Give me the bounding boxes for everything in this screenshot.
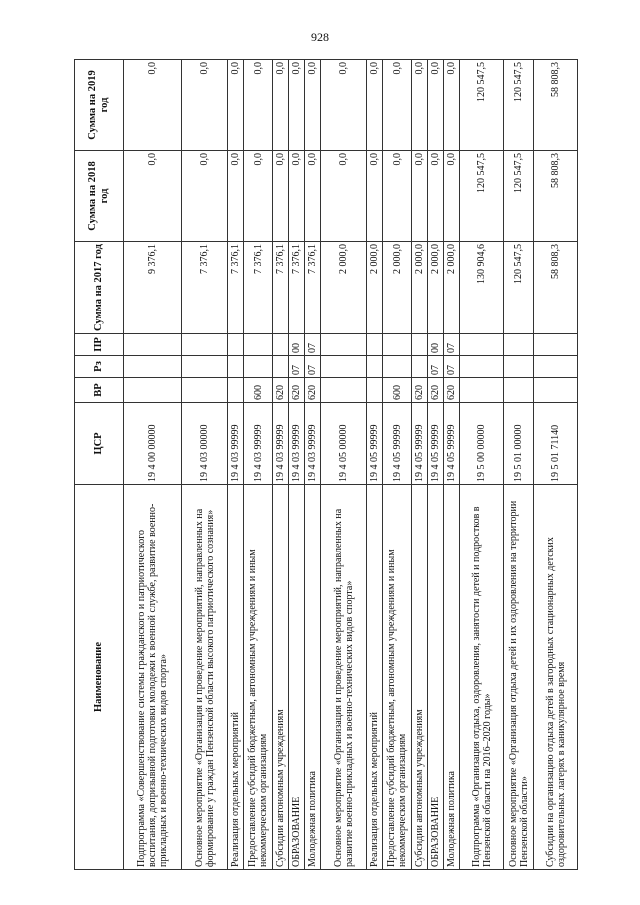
row-sum-2019-cell: 120 547,5 [460,60,504,151]
row-sum-2018-cell: 0,0 [273,151,289,242]
row-name-cell: Подпрограмма «Совершенствование системы гражданского и патриотического воспитания, допризывной подготовки молодежи к военной службе, развитие военно-прикладных и военно-технических видов спорта» [124,485,182,870]
page-number: 928 [311,30,329,44]
row-csr-cell: 19 4 05 99999 [412,403,428,485]
row-rz-cell [273,356,289,378]
header-name: Наименование [75,485,124,870]
row-name-cell: Субсидии автономным учреждениям [273,485,289,870]
row-sum-2019-cell: 0,0 [244,60,273,151]
row-sum-2018-cell: 120 547,5 [504,151,534,242]
row-vr-cell: 620 [305,378,321,403]
row-rz-cell [244,356,273,378]
row-csr-cell: 19 4 05 99999 [428,403,444,485]
row-name-cell: Основное мероприятие «Организация отдыха детей и их оздоровления на территории Пензенской области» [504,485,534,870]
row-pr-cell [182,334,228,356]
row-pr-cell [412,334,428,356]
row-vr-cell: 620 [428,378,444,403]
budget-table [74,59,578,870]
row-pr-cell: 00 [289,334,305,356]
row-csr-cell: 19 4 03 99999 [228,403,244,485]
row-csr-cell: 19 5 01 00000 [504,403,534,485]
rotated-table-wrapper [74,60,570,870]
row-vr-cell [367,378,383,403]
row-name-cell: Реализация отдельных мероприятий [228,485,244,870]
row-sum-2018-cell: 0,0 [244,151,273,242]
row-sum-2017-cell: 130 904,6 [460,242,504,334]
row-sum-2019-cell: 0,0 [412,60,428,151]
header-sum-2019: Сумма на 2019 год [75,60,124,151]
row-sum-2018-cell: 0,0 [321,151,367,242]
row-csr-cell: 19 4 03 00000 [182,403,228,485]
row-name-cell: Молодежная политика [444,485,460,870]
row-rz-cell [228,356,244,378]
row-csr-cell: 19 4 05 99999 [383,403,412,485]
header-vr: ВР [75,378,124,403]
table-row [273,60,289,870]
row-sum-2017-cell: 7 376,1 [289,242,305,334]
header-csr: ЦСР [75,403,124,485]
row-sum-2019-cell: 0,0 [428,60,444,151]
row-sum-2018-cell: 0,0 [444,151,460,242]
row-name-cell: ОБРАЗОВАНИЕ [289,485,305,870]
row-vr-cell [321,378,367,403]
row-sum-2019-cell: 0,0 [321,60,367,151]
row-sum-2018-cell: 0,0 [428,151,444,242]
row-vr-cell [460,378,504,403]
row-pr-cell: 07 [444,334,460,356]
row-csr-cell: 19 5 01 71140 [534,403,578,485]
table-row [428,60,444,870]
row-sum-2018-cell: 0,0 [412,151,428,242]
row-sum-2017-cell: 2 000,0 [444,242,460,334]
row-sum-2019-cell: 58 808,3 [534,60,578,151]
row-sum-2017-cell: 2 000,0 [412,242,428,334]
row-pr-cell [321,334,367,356]
row-pr-cell [124,334,182,356]
row-sum-2018-cell: 0,0 [367,151,383,242]
row-vr-cell [534,378,578,403]
row-vr-cell: 620 [412,378,428,403]
row-sum-2017-cell: 2 000,0 [383,242,412,334]
table-row [383,60,412,870]
table-row [124,60,182,870]
row-rz-cell [504,356,534,378]
header-sum-2018: Сумма на 2018 год [75,151,124,242]
row-vr-cell: 620 [289,378,305,403]
row-sum-2019-cell: 0,0 [305,60,321,151]
row-pr-cell [367,334,383,356]
row-csr-cell: 19 4 05 00000 [321,403,367,485]
row-rz-cell [460,356,504,378]
row-sum-2017-cell: 2 000,0 [321,242,367,334]
row-rz-cell [321,356,367,378]
row-name-cell: Основное мероприятие «Организация и проведение мероприятий, направленных на формирование у граждан Пензенской области высокого патриотического сознания» [182,485,228,870]
row-sum-2018-cell: 0,0 [228,151,244,242]
row-sum-2019-cell: 0,0 [444,60,460,151]
row-vr-cell [228,378,244,403]
row-vr-cell [504,378,534,403]
row-pr-cell [504,334,534,356]
row-name-cell: Субсидии автономным учреждениям [412,485,428,870]
table-row [444,60,460,870]
row-sum-2019-cell: 0,0 [367,60,383,151]
row-rz-cell [367,356,383,378]
row-sum-2019-cell: 0,0 [182,60,228,151]
row-vr-cell: 600 [383,378,412,403]
header-pr: ПР [75,334,124,356]
row-sum-2019-cell: 0,0 [383,60,412,151]
row-name-cell: Молодежная политика [305,485,321,870]
row-name-cell: Предоставление субсидий бюджетным, автономным учреждениям и иным некоммерческим организациям [244,485,273,870]
row-sum-2017-cell: 7 376,1 [273,242,289,334]
row-sum-2017-cell: 120 547,5 [504,242,534,334]
row-rz-cell [383,356,412,378]
row-sum-2017-cell: 7 376,1 [182,242,228,334]
row-vr-cell [182,378,228,403]
row-name-cell: Реализация отдельных мероприятий [367,485,383,870]
table-row [182,60,228,870]
row-sum-2019-cell: 0,0 [228,60,244,151]
row-name-cell: ОБРАЗОВАНИЕ [428,485,444,870]
row-sum-2018-cell: 0,0 [383,151,412,242]
row-sum-2018-cell: 58 808,3 [534,151,578,242]
row-name-cell: Предоставление субсидий бюджетным, автономным учреждениям и иным некоммерческим организациям [383,485,412,870]
row-csr-cell: 19 5 00 00000 [460,403,504,485]
row-vr-cell: 600 [244,378,273,403]
row-sum-2018-cell: 0,0 [182,151,228,242]
row-vr-cell [124,378,182,403]
row-pr-cell [534,334,578,356]
table-row [244,60,273,870]
header-sum-2017: Сумма на 2017 год [75,242,124,334]
table-row [228,60,244,870]
row-csr-cell: 19 4 03 99999 [305,403,321,485]
row-sum-2017-cell: 9 376,1 [124,242,182,334]
row-sum-2019-cell: 0,0 [273,60,289,151]
row-pr-cell [460,334,504,356]
row-sum-2018-cell: 0,0 [289,151,305,242]
row-rz-cell: 07 [289,356,305,378]
row-pr-cell [228,334,244,356]
row-pr-cell [383,334,412,356]
row-vr-cell: 620 [273,378,289,403]
header-rz: Рз [75,356,124,378]
table-row [305,60,321,870]
row-sum-2017-cell: 7 376,1 [244,242,273,334]
table-row [504,60,534,870]
table-row [412,60,428,870]
row-rz-cell [534,356,578,378]
row-rz-cell [412,356,428,378]
row-csr-cell: 19 4 03 99999 [289,403,305,485]
row-sum-2019-cell: 120 547,5 [504,60,534,151]
header-row [75,60,124,870]
row-csr-cell: 19 4 05 99999 [367,403,383,485]
row-sum-2018-cell: 0,0 [305,151,321,242]
row-csr-cell: 19 4 03 99999 [244,403,273,485]
row-pr-cell: 07 [305,334,321,356]
row-pr-cell [273,334,289,356]
row-name-cell: Подпрограмма «Организация отдыха, оздоровления, занятости детей и подростков в Пензенской области на 2016–2020 годы» [460,485,504,870]
row-vr-cell: 620 [444,378,460,403]
table-row [534,60,578,870]
row-sum-2018-cell: 0,0 [124,151,182,242]
row-rz-cell [182,356,228,378]
row-name-cell: Основное мероприятие «Организация и проведение мероприятий, направленных на развитие военно-прикладных и военно-технических видов спорта» [321,485,367,870]
row-rz-cell [124,356,182,378]
row-sum-2019-cell: 0,0 [124,60,182,151]
row-pr-cell: 00 [428,334,444,356]
table-row [321,60,367,870]
row-csr-cell: 19 4 05 99999 [444,403,460,485]
table-row [289,60,305,870]
row-sum-2017-cell: 58 808,3 [534,242,578,334]
row-sum-2017-cell: 2 000,0 [367,242,383,334]
row-sum-2019-cell: 0,0 [289,60,305,151]
table-body [124,60,578,870]
row-sum-2017-cell: 2 000,0 [428,242,444,334]
row-csr-cell: 19 4 00 00000 [124,403,182,485]
row-name-cell: Субсидии на организацию отдыха детей в загородных стационарных детских оздоровительных лагерях в каникулярное время [534,485,578,870]
table-row [460,60,504,870]
row-sum-2017-cell: 7 376,1 [305,242,321,334]
row-rz-cell: 07 [428,356,444,378]
row-sum-2018-cell: 120 547,5 [460,151,504,242]
row-pr-cell [244,334,273,356]
row-sum-2017-cell: 7 376,1 [228,242,244,334]
table-row [367,60,383,870]
row-rz-cell: 07 [444,356,460,378]
row-csr-cell: 19 4 03 99999 [273,403,289,485]
row-rz-cell: 07 [305,356,321,378]
